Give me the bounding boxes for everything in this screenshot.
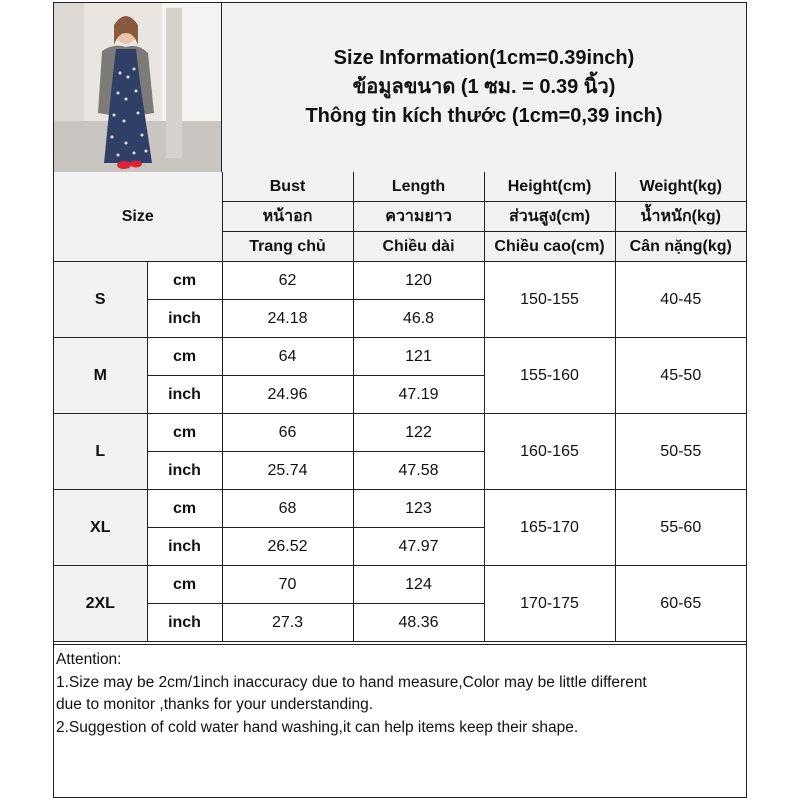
length-inch: 47.19 [353,376,484,414]
unit-inch: inch [147,604,222,642]
bust-inch: 24.18 [222,300,353,338]
bust-cm: 62 [222,262,353,300]
unit-cm: cm [147,490,222,528]
height-range: 150-155 [484,262,615,338]
unit-cm: cm [147,262,222,300]
header-bust-th: หน้าอก [222,202,353,232]
header-weight-vi: Cân nặng(kg) [615,232,746,262]
size-label-2xl: 2XL [54,566,147,642]
header-height-en: Height(cm) [484,172,615,202]
weight-range: 55-60 [615,490,746,566]
header-height-vi: Chiều cao(cm) [484,232,615,262]
length-cm: 124 [353,566,484,604]
unit-cm: cm [147,338,222,376]
header-length-vi: Chiều dài [353,232,484,262]
unit-inch: inch [147,300,222,338]
unit-inch: inch [147,376,222,414]
size-column-header: Size [54,172,222,262]
unit-inch: inch [147,452,222,490]
length-inch: 46.8 [353,300,484,338]
header-weight-en: Weight(kg) [615,172,746,202]
title-vietnamese: Thông tin kích thước (1cm=0,39 inch) [305,105,663,127]
size-label-xl: XL [54,490,147,566]
header-bust-vi: Trang chủ [222,232,353,262]
model-photo-illustration [54,3,221,172]
height-range: 165-170 [484,490,615,566]
size-label-l: L [54,414,147,490]
title-thai: ข้อมูลขนาด (1 ซม. = 0.39 นิ้ว) [352,76,616,98]
chart-header [54,3,746,173]
weight-range: 50-55 [615,414,746,490]
size-label-s: S [54,262,147,338]
size-label-m: M [54,338,147,414]
height-range: 160-165 [484,414,615,490]
bust-cm: 64 [222,338,353,376]
bust-inch: 24.96 [222,376,353,414]
bust-inch: 26.52 [222,528,353,566]
length-inch: 47.97 [353,528,484,566]
attention-notes [54,644,746,797]
length-inch: 47.58 [353,452,484,490]
length-cm: 120 [353,262,484,300]
height-range: 170-175 [484,566,615,642]
bust-cm: 68 [222,490,353,528]
length-cm: 123 [353,490,484,528]
header-height-th: ส่วนสูง(cm) [484,202,615,232]
unit-cm: cm [147,414,222,452]
bust-cm: 66 [222,414,353,452]
header-length-en: Length [353,172,484,202]
weight-range: 40-45 [615,262,746,338]
note-line-2: 2.Suggestion of cold water hand washing,it can help items keep their shape. [56,718,579,736]
weight-range: 60-65 [615,566,746,642]
notes-heading: Attention: [56,651,122,668]
size-chart-sheet [53,2,747,798]
length-cm: 122 [353,414,484,452]
header-length-th: ความยาว [353,202,484,232]
header-weight-th: น้ำหนัก(kg) [615,202,746,232]
note-line-1a: 1.Size may be 2cm/1inch inaccuracy due to hand measure,Color may be little different [56,673,647,691]
title-english: Size Information(1cm=0.39inch) [333,47,635,69]
size-table [54,172,746,642]
bust-inch: 25.74 [222,452,353,490]
bust-cm: 70 [222,566,353,604]
header-bust-en: Bust [222,172,353,202]
bust-inch: 27.3 [222,604,353,642]
title-block [222,3,746,172]
note-line-1b: due to monitor ,thanks for your understanding. [56,696,374,713]
length-cm: 121 [353,338,484,376]
unit-inch: inch [147,528,222,566]
model-photo [54,3,222,172]
weight-range: 45-50 [615,338,746,414]
height-range: 155-160 [484,338,615,414]
length-inch: 48.36 [353,604,484,642]
unit-cm: cm [147,566,222,604]
